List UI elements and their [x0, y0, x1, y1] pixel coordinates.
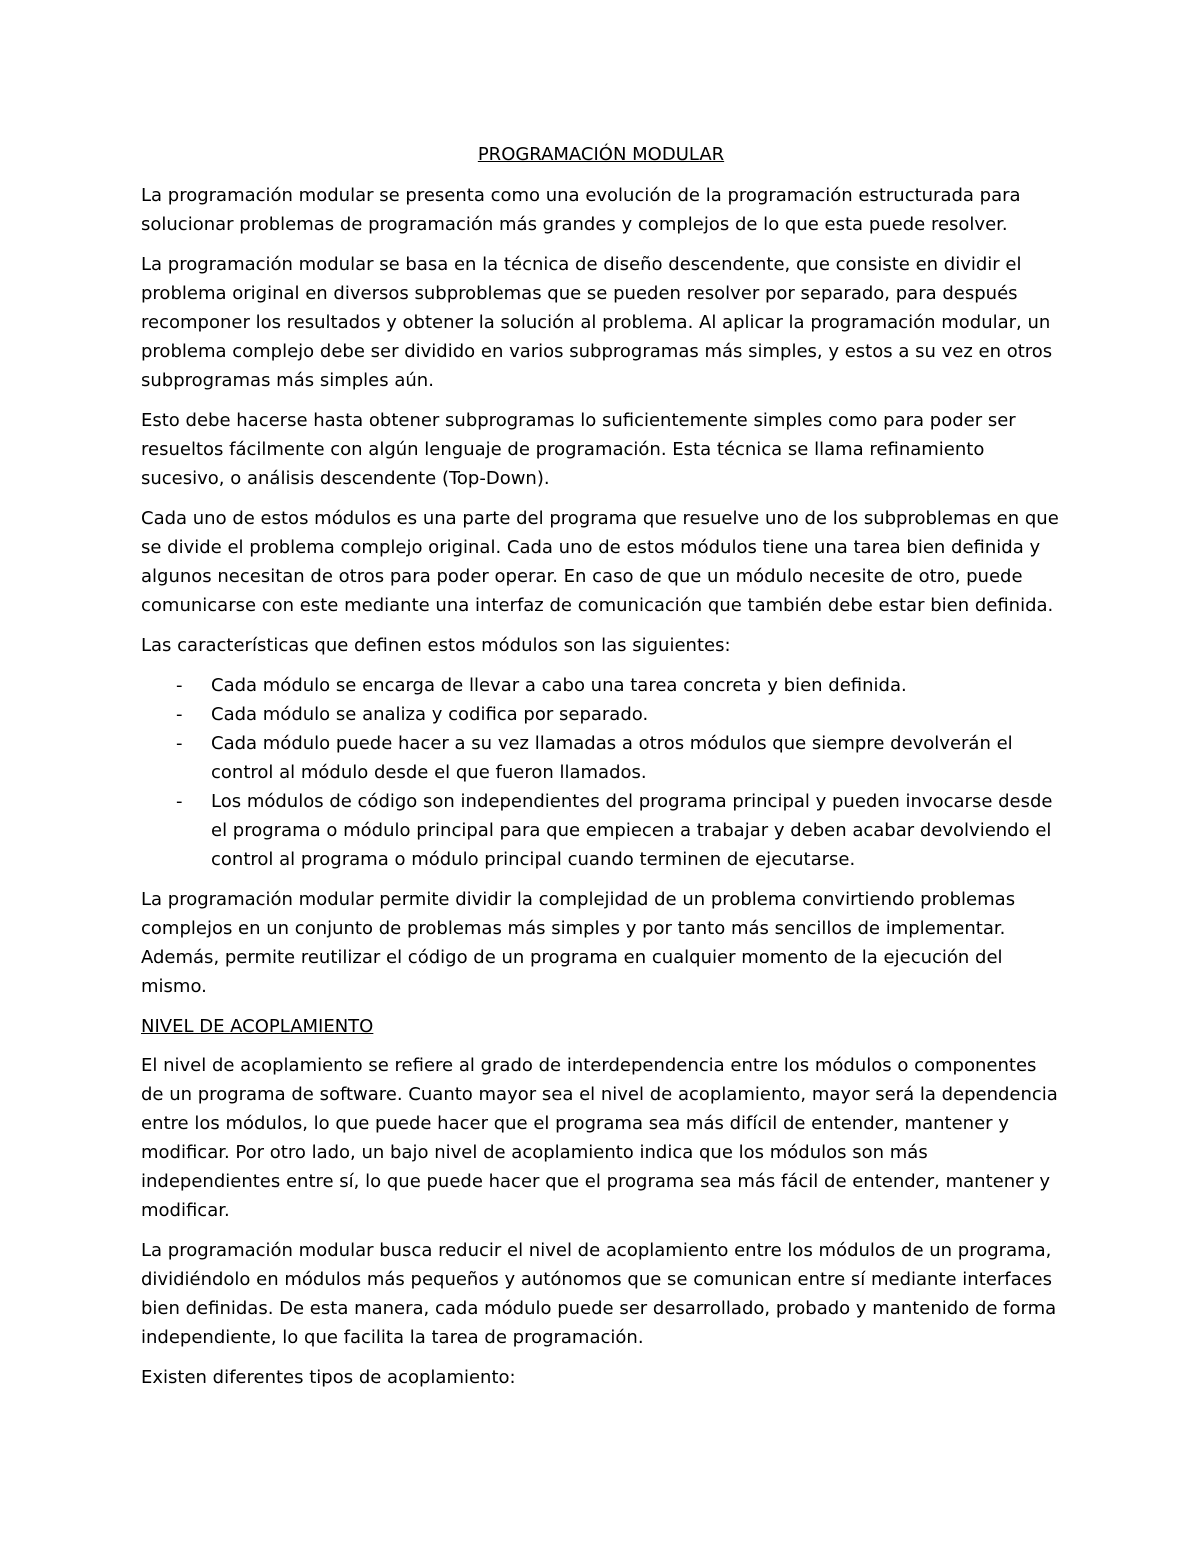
document-title: PROGRAMACIÓN MODULAR	[477, 144, 725, 165]
paragraph: Existen diferentes tipos de acoplamiento:	[141, 1367, 516, 1388]
paragraph: Esto debe hacerse hasta obtener subprogramas lo suficientemente simples como para poder ser resueltos fácilmente con algún lenguaje de programación. Esta técnica se llama refinamiento sucesivo, o análisis descendente (Top-Down).	[141, 410, 1016, 489]
paragraph: La programación modular permite dividir la complejidad de un problema convirtiendo problemas complejos en un conjunto de problemas más simples y por tanto más sencillos de implementar. Además, permite reutilizar el código de un programa en cualquier momento de la ejecución del mismo.	[141, 889, 1016, 997]
paragraph: La programación modular se presenta como una evolución de la programación estructurada para solucionar problemas de programación más grandes y complejos de lo que esta puede resolver.	[141, 185, 1021, 235]
paragraph: La programación modular se basa en la técnica de diseño descendente, que consiste en dividir el problema original en diversos subproblemas que se pueden resolver por separado, para después recomponer los resultados y obtener la solución al problema. Al aplicar la programación modular, un problema complejo debe ser dividido en varios subprogramas más simples, y estos a su vez en otros subprogramas más simples aún.	[141, 254, 1053, 391]
list-item	[141, 787, 1061, 874]
paragraph: Cada uno de estos módulos es una parte del programa que resuelve uno de los subproblemas en que se divide el problema complejo original. Cada uno de estos módulos tiene una tarea bien definida y algunos necesitan de otros para poder operar. En caso de que un módulo necesite de otro, puede comunicarse con este mediante una interfaz de comunicación que también debe estar bien definida.	[141, 508, 1059, 616]
paragraph: Las características que definen estos módulos son las siguientes:	[141, 635, 731, 656]
paragraph: El nivel de acoplamiento se refiere al grado de interdependencia entre los módulos o componentes de un programa de software. Cuanto mayor sea el nivel de acoplamiento, mayor será la dependencia entre los módulos, lo que puede hacer que el programa sea más difícil de entender, mantener y modificar. Por otro lado, un bajo nivel de acoplamiento indica que los módulos son más independientes entre sí, lo que puede hacer que el programa sea más fácil de entender, mantener y modificar.	[141, 1055, 1058, 1221]
characteristics-list	[141, 671, 1061, 874]
list-marker: -	[176, 704, 183, 725]
section-heading: NIVEL DE ACOPLAMIENTO	[141, 1016, 374, 1037]
list-item	[141, 729, 1061, 787]
list-item	[141, 700, 1061, 729]
list-marker: -	[176, 675, 183, 696]
list-item-text: Cada módulo se analiza y codifica por separado.	[211, 704, 649, 725]
document-body	[141, 140, 1061, 1403]
list-item-text: Cada módulo se encarga de llevar a cabo una tarea concreta y bien definida.	[211, 675, 907, 696]
list-marker: -	[176, 733, 183, 754]
list-item-text: Los módulos de código son independientes del programa principal y pueden invocarse desde el programa o módulo principal para que empiecen a trabajar y deben acabar devolviendo el control al programa o módulo principal cuando terminen de ejecutarse.	[211, 791, 1053, 870]
list-item-text: Cada módulo puede hacer a su vez llamadas a otros módulos que siempre devolverán el control al módulo desde el que fueron llamados.	[211, 733, 1013, 783]
list-item	[141, 671, 1061, 700]
list-marker: -	[176, 791, 183, 812]
paragraph: La programación modular busca reducir el nivel de acoplamiento entre los módulos de un programa, dividiéndolo en módulos más pequeños y autónomos que se comunican entre sí mediante interfaces bien definidas. De esta manera, cada módulo puede ser desarrollado, probado y mantenido de forma independiente, lo que facilita la tarea de programación.	[141, 1240, 1057, 1348]
